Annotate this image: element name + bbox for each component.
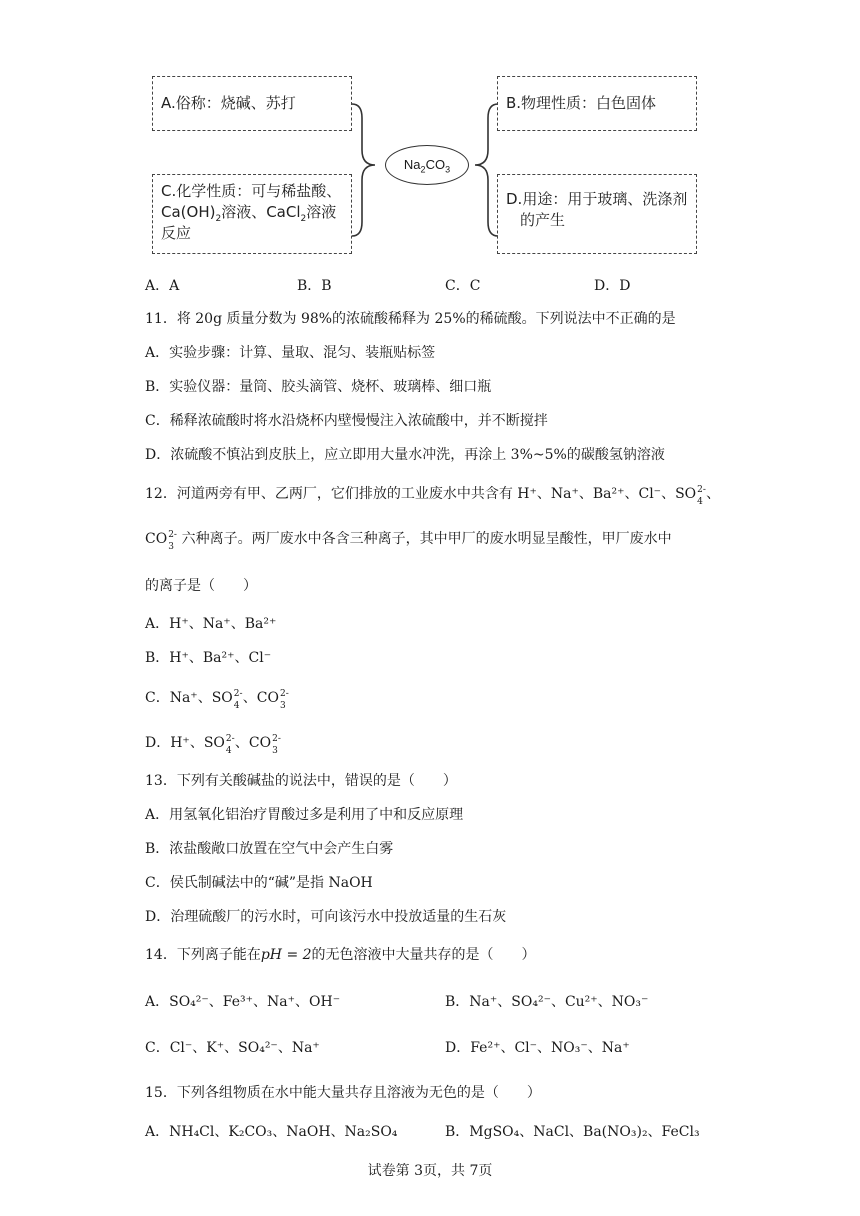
box-c (152, 174, 352, 254)
q11-stem: 11．将 20g 质量分数为 98%的浓硫酸稀释为 25%的稀硫酸。下列说法中不正确的是 (145, 311, 676, 327)
q13-option-d: D．治理硫酸厂的污水时，可向该污水中投放适量的生石灰 (145, 909, 507, 925)
q14-option-a: A．SO₄²⁻、Fe³⁺、Na⁺、OH⁻ (145, 994, 341, 1010)
box-d-line2: 的产生 (520, 211, 566, 229)
q13-stem: 13．下列有关酸碱盐的说法中，错误的是（ ） (145, 773, 457, 789)
q11-option-a: A．实验步骤：计算、量取、混匀、装瓶贴标签 (145, 345, 436, 361)
q12-option-d: D．H⁺、SO 2- 4 、CO 2- 3 (145, 734, 281, 756)
box-b-text: B.物理性质：白色固体 (506, 94, 657, 112)
box-c-line2: $Ca(OH)_2$溶液、CaCl$_2$溶液 (161, 203, 337, 224)
box-a (152, 76, 352, 131)
q11-option-b: B．实验仪器：量筒、胶头滴管、烧杯、玻璃棒、细口瓶 (145, 379, 492, 395)
q13-option-b: B．浓盐酸敞口放置在空气中会产生白雾 (145, 841, 394, 857)
q15-option-b: B．MgSO₄、NaCl、Ba(NO₃)₂、FeCl₃ (445, 1124, 700, 1140)
box-a-text: A.俗称：烧碱、苏打 (161, 94, 296, 112)
box-b (497, 76, 697, 131)
q12-stem-line3: 的离子是（ ） (145, 578, 257, 594)
q12-stem-line2: CO 2- 3 六种离子。两厂废水中各含三种离子，其中甲厂的废水明显呈酸性，甲厂废水中 (145, 530, 672, 552)
box-d (497, 174, 697, 254)
q11-option-c: C．稀释浓硫酸时将水沿烧杯内壁慢慢注入浓硫酸中，并不断搅拌 (145, 413, 548, 429)
q10-option-a: A．A (145, 278, 180, 294)
q12-stem-line1: 12．河道两旁有甲、乙两厂，它们排放的工业废水中共含有 H⁺、Na⁺、Ba²⁺、Cl⁻、SO 2- 4 、 (145, 485, 721, 507)
q12-option-b: B．H⁺、Ba²⁺、Cl⁻ (145, 650, 272, 666)
box-d-line1: D.用途：用于玻璃、洗涤剂 (506, 190, 688, 208)
q12-option-c: C．Na⁺、SO 2- 4 、CO 2- 3 (145, 689, 289, 711)
q14-option-c: C．Cl⁻、K⁺、SO₄²⁻、Na⁺ (145, 1040, 320, 1056)
q12-option-a: A．H⁺、Na⁺、Ba²⁺ (145, 616, 277, 632)
q13-option-c: C．侯氏制碱法中的“碱”是指 NaOH (145, 875, 373, 891)
q15-option-a: A．NH₄Cl、K₂CO₃、NaOH、Na₂SO₄ (145, 1124, 398, 1140)
q10-option-c: C．C (445, 278, 481, 294)
q15-stem: 15．下列各组物质在水中能大量共存且溶液为无色的是（ ） (145, 1085, 541, 1101)
q14-stem: 14．下列离子能在pH = 2的无色溶液中大量共存的是（ ） (145, 947, 536, 963)
box-c-line1: C.化学性质：可与稀盐酸、 (161, 182, 342, 200)
center-formula: $Na_2CO_3$ (385, 145, 469, 185)
q13-option-a: A．用氢氧化铝治疗胃酸过多是利用了中和反应原理 (145, 807, 464, 823)
box-c-line3: 反应 (161, 224, 192, 242)
page-footer: 试卷第 3页，共 7页 (367, 1163, 493, 1179)
q10-option-d: D．D (594, 278, 631, 294)
diagram-brackets (0, 0, 860, 270)
q14-option-d: D．Fe²⁺、Cl⁻、NO₃⁻、Na⁺ (445, 1040, 630, 1056)
q11-option-d: D．浓硫酸不慎沾到皮肤上，应立即用大量水冲洗，再涂上 3%~5%的碳酸氢钠溶液 (145, 447, 665, 463)
q14-option-b: B．Na⁺、SO₄²⁻、Cu²⁺、NO₃⁻ (445, 994, 649, 1010)
q10-option-b: B．B (297, 278, 332, 294)
